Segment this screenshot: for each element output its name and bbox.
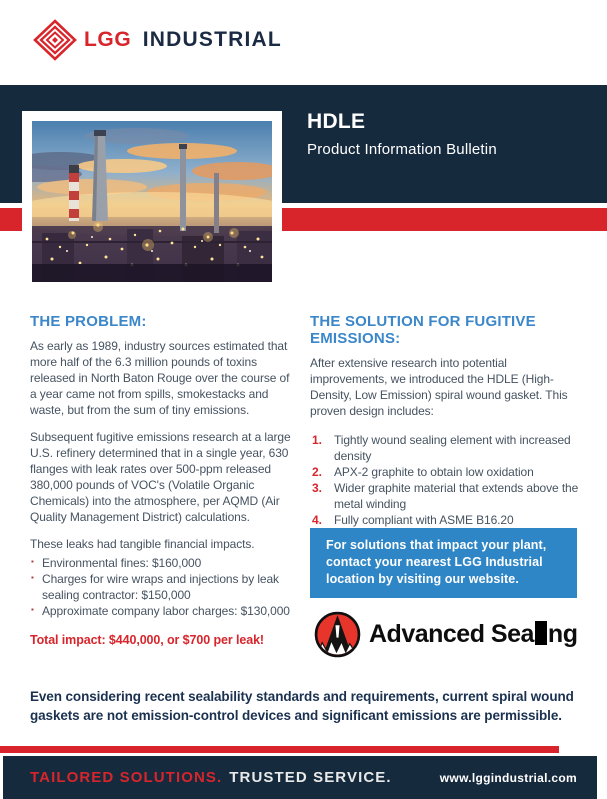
product-title: HDLE <box>307 110 366 133</box>
bulletin-subtitle: Product Information Bulletin <box>307 141 497 158</box>
design-feature-item: Wider graphite material that extends above the metal winding <box>334 481 579 511</box>
brand-wordmark <box>84 28 282 52</box>
design-features-list <box>310 432 582 528</box>
design-feature-item: APX-2 graphite to obtain low oxidation <box>334 465 534 479</box>
solution-intro: After extensive research into potential improvements, we introduced the HDLE (High-Density, Low Emission) spiral wound gasket. This proven design includes: <box>310 356 568 418</box>
problem-paragraph-2: Subsequent fugitive emissions research at a large U.S. refinery determined that in a single year, 630 flanges with leak rates over 500-ppm released 380,000 pounds of VOC's (Volatile Organic Chemicals) into the atmosphere, per AQMD (Air Quality Management District) calculations. <box>30 430 291 524</box>
hero-text-block <box>307 110 497 158</box>
as-text-before: Advanced Sea <box>369 620 534 648</box>
advanced-sealing-wordmark <box>369 620 577 649</box>
impacts-list <box>30 555 298 619</box>
brand-word-lgg: LGG <box>84 28 132 51</box>
problem-heading: THE PROBLEM: <box>30 313 147 330</box>
lgg-diamond-icon <box>33 19 77 61</box>
total-impact-callout: Total impact: $440,000, or $700 per leak! <box>30 633 264 647</box>
closing-statement: Even considering recent sealability standards and requirements, current spiral wound gaskets are not emission-control devices and significant emissions are permissible. <box>30 689 574 723</box>
solution-heading: THE SOLUTION FOR FUGITIVE EMISSIONS: <box>310 313 536 347</box>
footer-tagline <box>30 756 392 799</box>
refinery-photo-frame <box>22 111 282 292</box>
impacts-lead: These leaks had tangible financial impacts. <box>30 537 255 551</box>
problem-paragraph-1: As early as 1989, industry sources estimated that more half of the 6.3 million pounds of toxins released in North Baton Rouge over the course of a year came not from spills, smokestacks and waste, but from the sum of tiny emissions. <box>30 339 290 417</box>
sealing-block-glyph <box>535 621 547 645</box>
design-feature-item: Fully compliant with ASME B16.20 <box>334 513 514 527</box>
lgg-brand-logo <box>33 19 282 61</box>
design-feature-item: Tightly wound sealing element with increased density <box>334 433 571 463</box>
website-link[interactable]: www.lggindustrial.com <box>439 770 577 785</box>
footer-bar <box>3 756 597 799</box>
problem-section <box>30 313 298 648</box>
solution-section <box>310 313 582 528</box>
refinery-photo <box>32 121 272 282</box>
as-text-after: ng <box>547 620 578 648</box>
footer-red-stripe <box>0 746 559 753</box>
advanced-sealing-logo <box>314 611 577 658</box>
impact-item: ▪ Environmental fines: $160,000 <box>30 555 298 571</box>
tagline-trusted-service: TRUSTED SERVICE. <box>229 769 392 786</box>
tagline-tailored-solutions: TAILORED SOLUTIONS. <box>30 769 223 786</box>
impact-item: ▪ Charges for wire wraps and injections by leak sealing contractor: $150,000 <box>30 571 298 603</box>
impact-item: ▪ Approximate company labor charges: $130,000 <box>30 603 298 619</box>
advanced-sealing-mountain-icon <box>314 611 361 658</box>
cta-box: For solutions that impact your plant, contact your nearest LGG Industrial location by visiting our website. <box>310 528 577 598</box>
brand-word-industrial: INDUSTRIAL <box>142 28 282 51</box>
